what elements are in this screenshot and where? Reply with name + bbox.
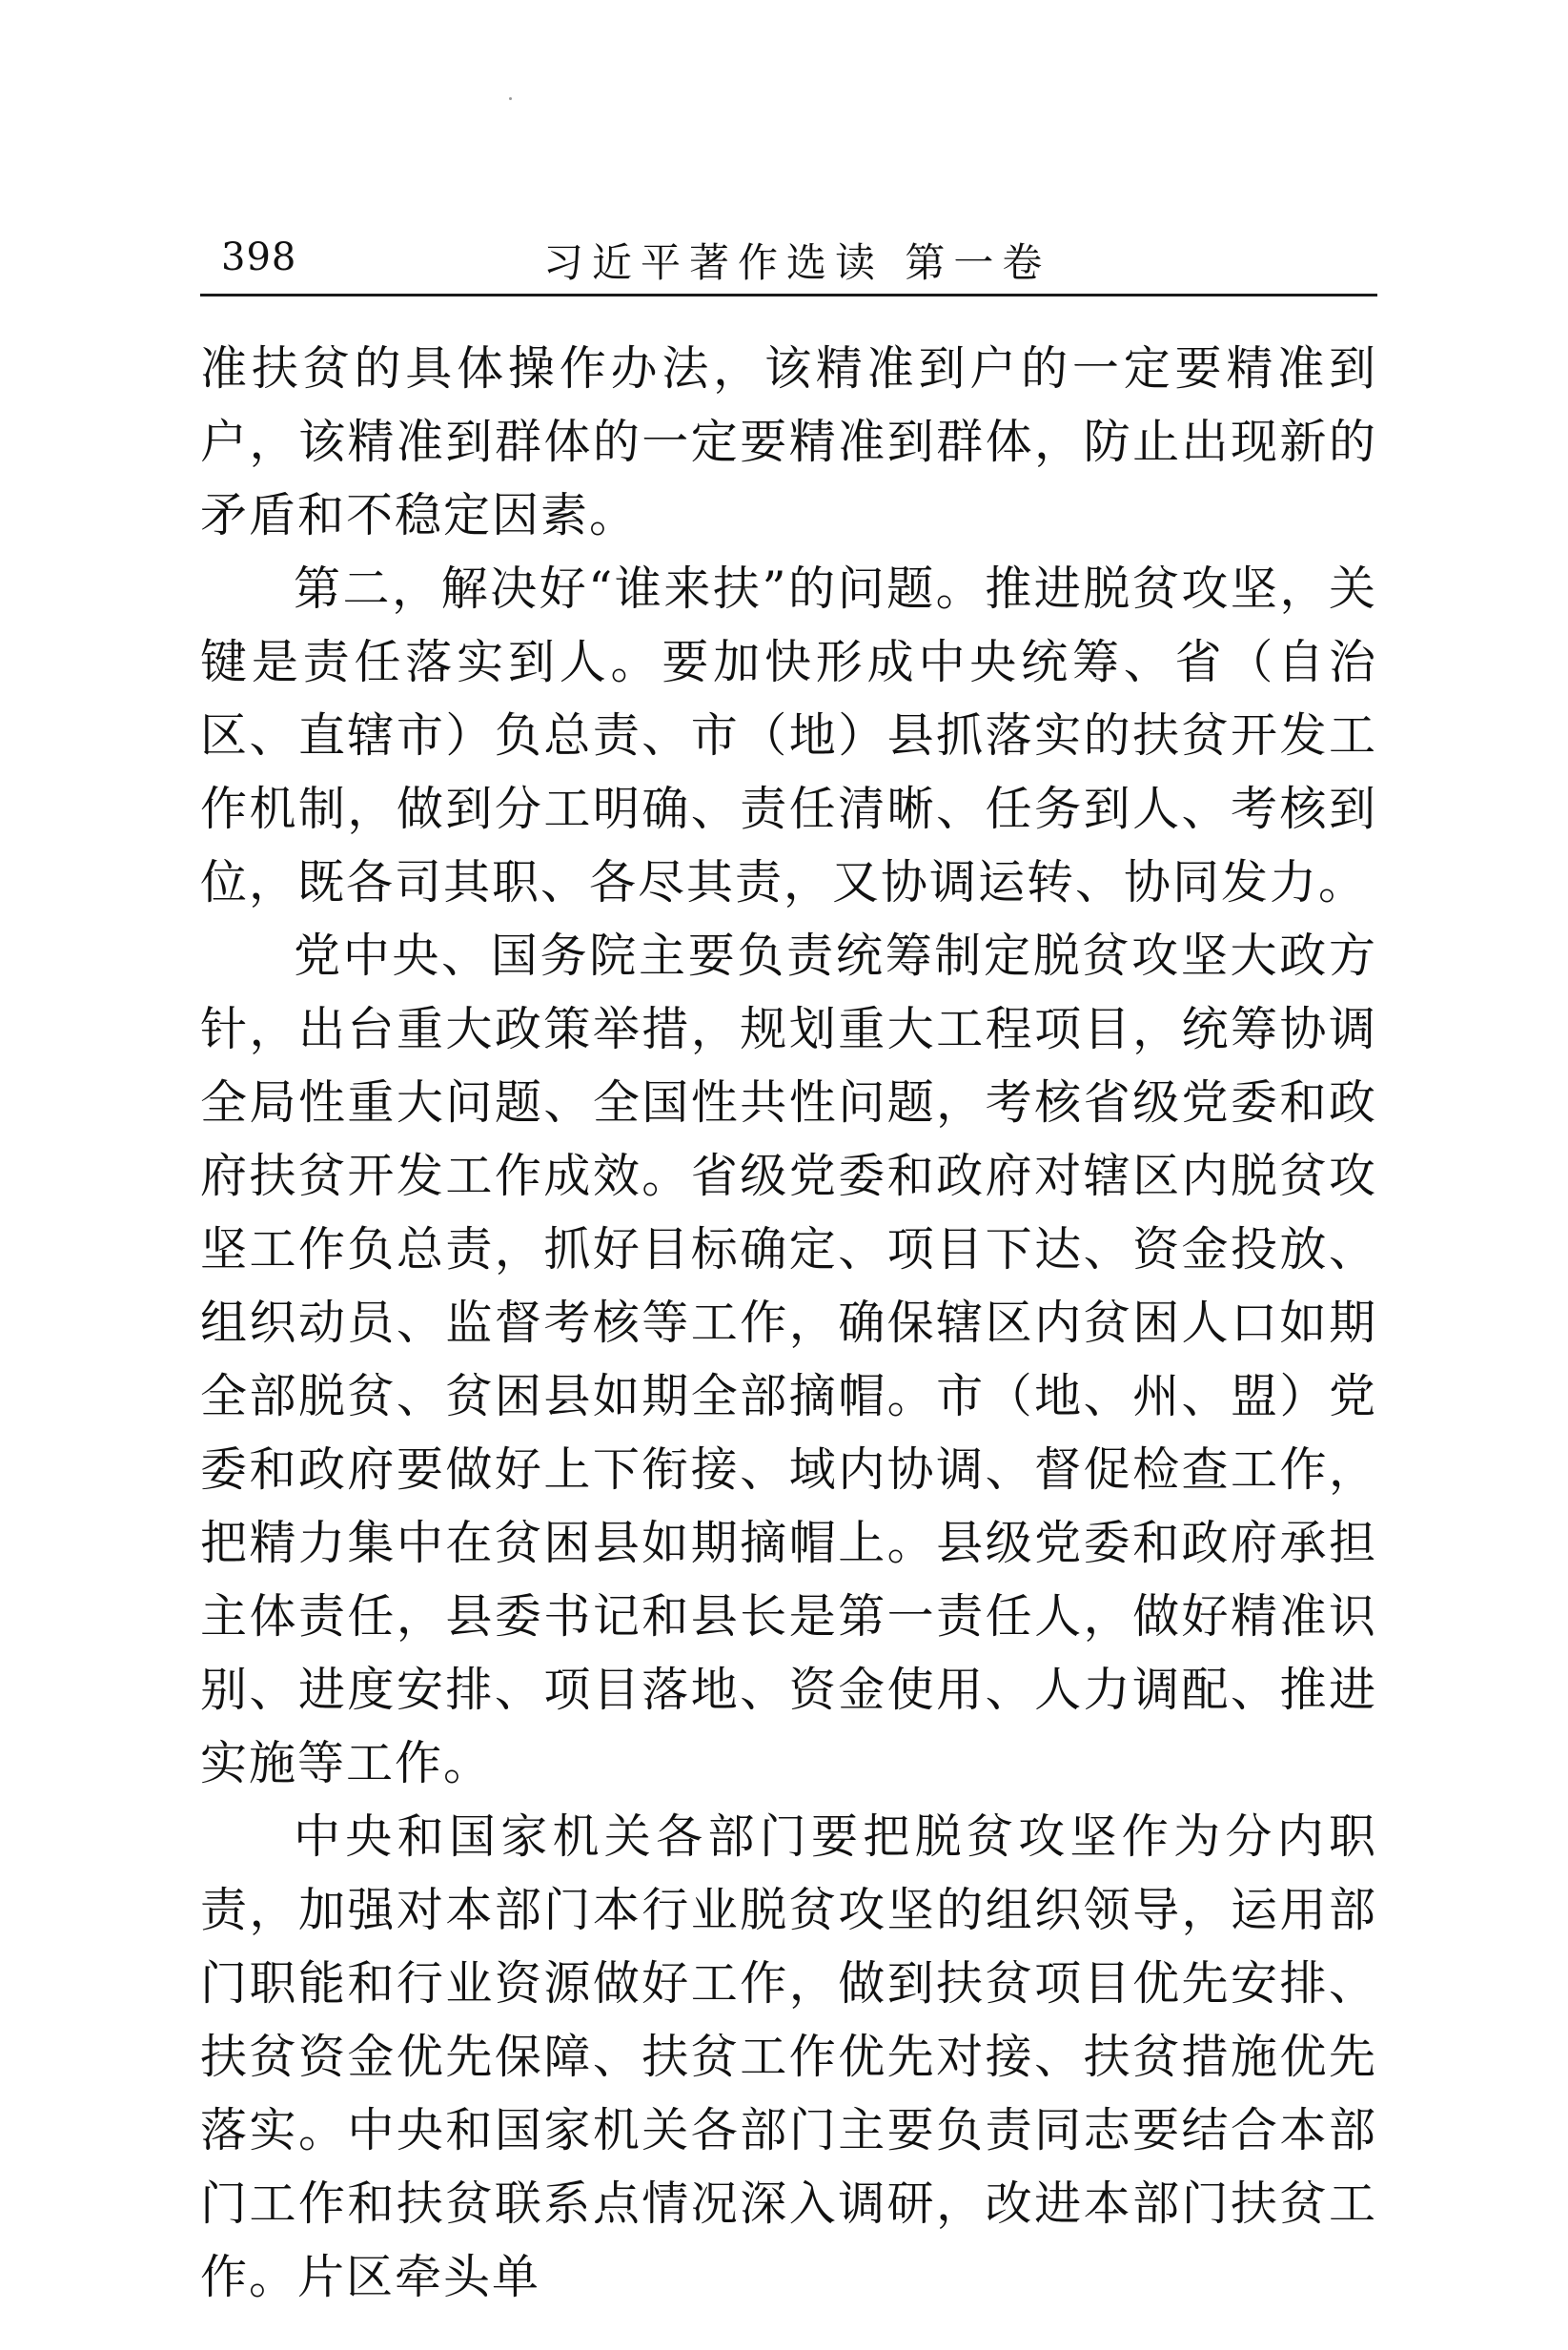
running-title: 习近平著作选读 第一卷 <box>543 239 1051 286</box>
paragraph-continued: 准扶贫的具体操作办法，该精准到户的一定要精准到户，该精准到群体的一定要精准到群体，防止出现新的矛盾和不稳定因素。 <box>200 341 1377 542</box>
paragraph-central-departments: 中央和国家机关各部门要把脱贫攻坚作为分内职责，加强对本部门本行业脱贫攻坚的组织领导，运用部门职能和行业资源做好工作，做到扶贫项目优先安排、扶贫资金优先保障、扶贫工作优先对接、扶贫措施优先落实。中央和国家机关各部门主要负责同志要结合本部门工作和扶贫联系点情况深入调研，改进本部门扶贫工作。片区牵头单 <box>200 1809 1377 2304</box>
paragraph-central-responsibility: 党中央、国务院主要负责统筹制定脱贫攻坚大政方针，出台重大政策举措，规划重大工程项目，统筹协调全局性重大问题、全国性共性问题，考核省级党委和政府扶贫开发工作成效。省级党委和政府对辖区内脱贫攻坚工作负总责，抓好目标确定、项目下达、资金投放、组织动员、监督考核等工作，确保辖区内贫困人口如期全部脱贫、贫困县如期全部摘帽。市（地、州、盟）党委和政府要做好上下衔接、域内协调、督促检查工作，把精力集中在贫困县如期摘帽上。县级党委和政府承担主体责任，县委书记和县长是第一责任人，做好精准识别、进度安排、项目落地、资金使用、人力调配、推进实施等工作。 <box>200 929 1377 1790</box>
header-rule <box>200 294 1377 296</box>
paragraph-who-helps: 第二，解决好“谁来扶”的问题。推进脱贫攻坚，关键是责任落实到人。要加快形成中央统筹、省（自治区、直辖市）负总责、市（地）县抓落实的扶贫开发工作机制，做到分工明确、责任清晰、任务到人、考核到位，既各司其职、各尽其责，又协调运转、协同发力。 <box>200 562 1377 909</box>
page-header <box>200 215 1377 291</box>
page-number: 398 <box>221 235 297 279</box>
scan-speck <box>509 97 512 100</box>
body-text <box>200 332 1377 2314</box>
